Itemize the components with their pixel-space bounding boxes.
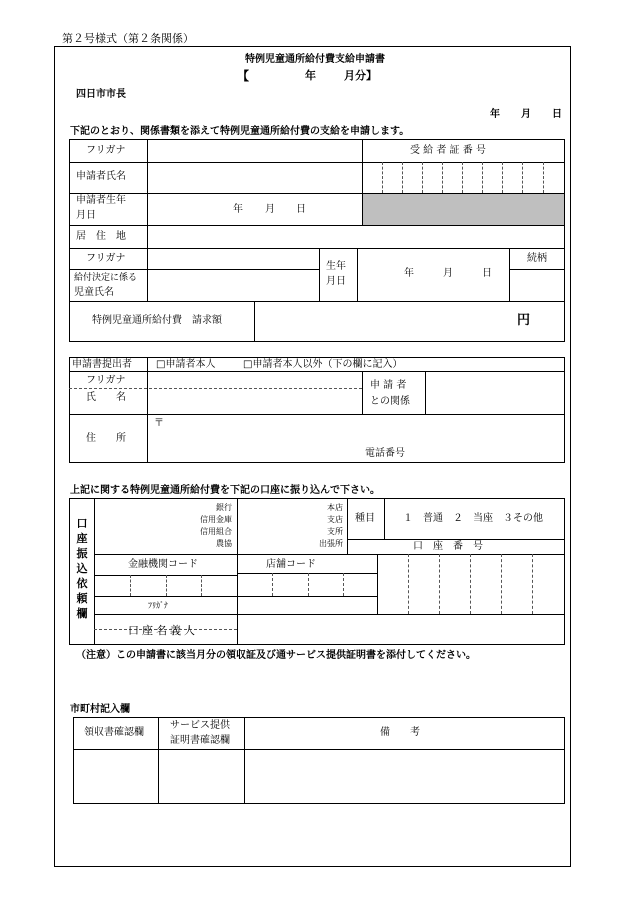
attachment-note: （注意）この申請書に該当月分の領収証及び通サービス提供証明書を添付してください。 [76, 650, 476, 661]
relation-label-2: との関係 [370, 396, 410, 407]
applicant-birth-label-2: 月日 [76, 210, 96, 221]
period-open: 【 [237, 69, 250, 83]
date-month: 月 [521, 109, 531, 120]
submitter-name-label: 氏 名 [86, 392, 126, 403]
postal-mark: 〒 [154, 418, 164, 429]
period-year: 年 [305, 69, 316, 82]
child-name-label-1: 給付決定に係る [74, 273, 138, 283]
date-year: 年 [490, 109, 500, 120]
submitter-furigana-label: フリガナ [86, 375, 126, 386]
form-number: 第２号様式（第２条関係） [62, 32, 194, 45]
side-char: 込 [76, 562, 88, 575]
yen-label: 円 [517, 313, 531, 328]
inst-type: 信用金庫 [200, 515, 232, 524]
account-kind-label: 種目 [355, 513, 375, 524]
child-birth-label-2: 月日 [326, 276, 346, 287]
service-cert-col-1: サービス提供 [170, 720, 230, 731]
birth-month: 月 [265, 204, 275, 215]
bank-intro: 上記に関する特例児童通所給付費を下記の口座に振り込んで下さい。 [70, 485, 380, 496]
branch-type: 支店 [327, 515, 343, 524]
inst-type: 農協 [216, 539, 232, 548]
addressee: 四日市市長 [76, 89, 126, 100]
intro-text: 下記のとおり、関係書類を添えて特例児童通所給付費の支給を申請します。 [70, 126, 410, 137]
side-char: 振 [76, 547, 88, 560]
branch-code-label: 店舗コード [266, 559, 316, 570]
side-char: 口 [76, 517, 88, 530]
branch-type: 出張所 [319, 539, 343, 548]
holder-label: 口座名義人 [128, 624, 198, 637]
inst-type: 銀行 [216, 503, 232, 512]
relation-label: 続柄 [527, 253, 547, 264]
account-number-label: 口 座 番 号 [413, 541, 483, 552]
child-birth-month: 月 [443, 268, 453, 279]
applicant-table [69, 139, 565, 342]
side-char: 座 [76, 532, 88, 545]
cert-number-label: 受 給 者 証 番 号 [410, 145, 486, 156]
form-title: 特例児童通所給付費支給申請書 [245, 54, 385, 65]
child-furigana-label: フリガナ [86, 253, 126, 264]
inst-type: 信用組合 [200, 527, 232, 536]
child-birth-year: 年 [404, 268, 414, 279]
shaded-cell [363, 194, 564, 225]
submitter-table [69, 357, 565, 463]
birth-day: 日 [296, 204, 306, 215]
date-day: 日 [552, 109, 562, 120]
branch-type: 支所 [327, 527, 343, 536]
city-table [73, 717, 565, 804]
branch-types [290, 502, 343, 550]
remarks-col: 備 考 [380, 727, 420, 738]
institution-types [160, 502, 232, 550]
side-char: 依 [76, 577, 88, 590]
bank-side-label [72, 516, 92, 621]
applicant-birth-label-1: 申請者生年 [76, 195, 126, 206]
child-birth-day: 日 [482, 268, 492, 279]
receipt-check-col: 領収書確認欄 [84, 727, 144, 738]
institution-code-label: 金融機関コード [128, 559, 198, 570]
submitter-other-checkbox[interactable]: □申請者本人以外（下の欄に記入） [243, 359, 403, 370]
address-label: 居 住 地 [76, 231, 126, 242]
holder-furigana-label: ﾌﾘｶﾞﾅ [148, 601, 168, 610]
submitter-label: 申請書提出者 [72, 359, 132, 370]
relation-label-1: 申 請 者 [370, 380, 407, 391]
furigana-label: フリガナ [86, 145, 126, 156]
side-char: 頼 [76, 592, 88, 605]
period-month: 月分】 [344, 69, 377, 82]
child-birth-label-1: 生年 [326, 261, 346, 272]
claim-label: 特例児童通所給付費 請求額 [92, 315, 222, 326]
service-cert-col-2: 証明書確認欄 [170, 735, 230, 746]
child-name-label-2: 児童氏名 [74, 287, 114, 298]
side-char: 欄 [76, 607, 88, 620]
account-kind-options: １ 普通 ２ 当座 ３その他 [403, 513, 543, 524]
city-section-label: 市町村記入欄 [70, 704, 130, 715]
branch-type: 本店 [327, 503, 343, 512]
submitter-address-label: 住 所 [86, 433, 126, 444]
submitter-self-checkbox[interactable]: □申請者本人 [156, 359, 216, 370]
birth-year: 年 [233, 204, 243, 215]
applicant-name-label: 申請者氏名 [76, 171, 126, 182]
phone-label: 電話番号 [365, 448, 405, 459]
